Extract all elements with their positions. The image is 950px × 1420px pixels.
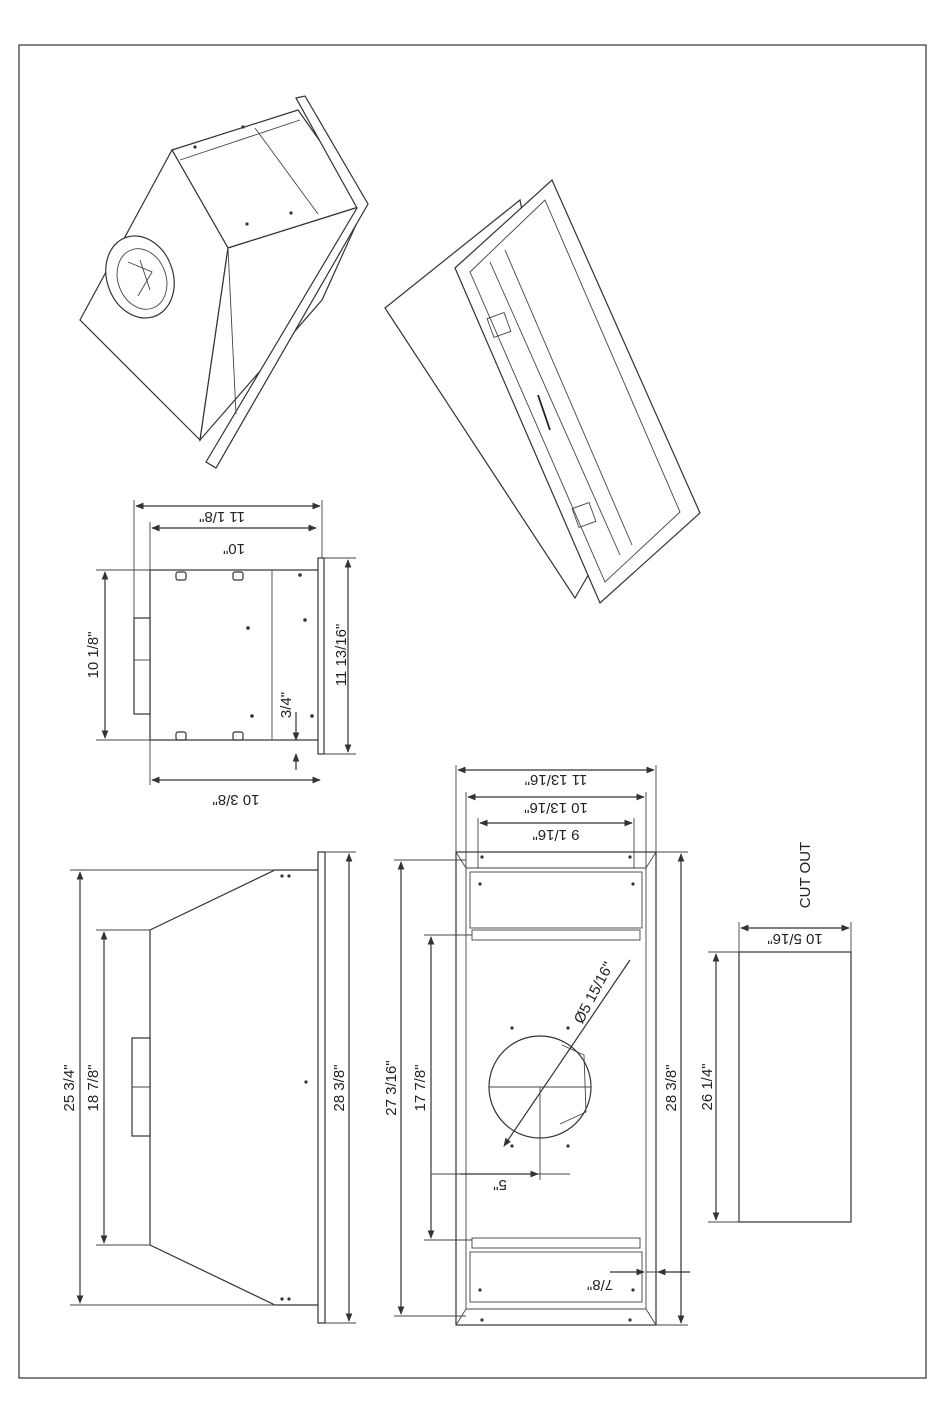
cutout-view <box>699 842 851 1222</box>
dim-width-mid: 10 13/16" <box>524 799 588 816</box>
dim-flange-length: 28 3/8" <box>331 1064 348 1112</box>
side-view <box>61 852 356 1323</box>
dim-duct-diameter: Ø5 15/16" <box>570 959 618 1027</box>
dim-length-outer: 28 3/8" <box>663 1064 680 1112</box>
dim-length-duct-center: 17 7/8" <box>412 1064 429 1112</box>
dim-base: 10 3/8" <box>212 791 260 808</box>
dim-duct-length: 18 7/8" <box>85 1064 102 1112</box>
dim-edge: 7/8" <box>586 1276 614 1293</box>
bottom-view <box>383 765 690 1325</box>
dim-overall-length: 25 3/4" <box>61 1064 78 1112</box>
cutout-label: CUT OUT <box>797 841 814 909</box>
dim-width-inner: 9 1/16" <box>532 826 580 843</box>
dim-overall-width: 11 1/8" <box>199 508 245 525</box>
dim-flange-thickness: 3/4" <box>278 691 295 719</box>
isometric-view-rear <box>80 96 368 468</box>
end-view <box>85 500 356 808</box>
dim-width-outer: 11 13/16" <box>524 771 588 788</box>
dim-depth: 10 1/8" <box>85 631 102 679</box>
dim-cutout-width: 10 5/16" <box>767 930 823 947</box>
dim-length-inner: 27 3/16" <box>383 1060 400 1116</box>
dim-offset: 5" <box>493 1176 507 1193</box>
isometric-view-front <box>385 180 700 603</box>
dim-inner-width: 10" <box>222 540 246 557</box>
dim-cutout-length: 26 1/4" <box>699 1063 716 1111</box>
dim-flange: 11 13/16" <box>333 623 350 687</box>
